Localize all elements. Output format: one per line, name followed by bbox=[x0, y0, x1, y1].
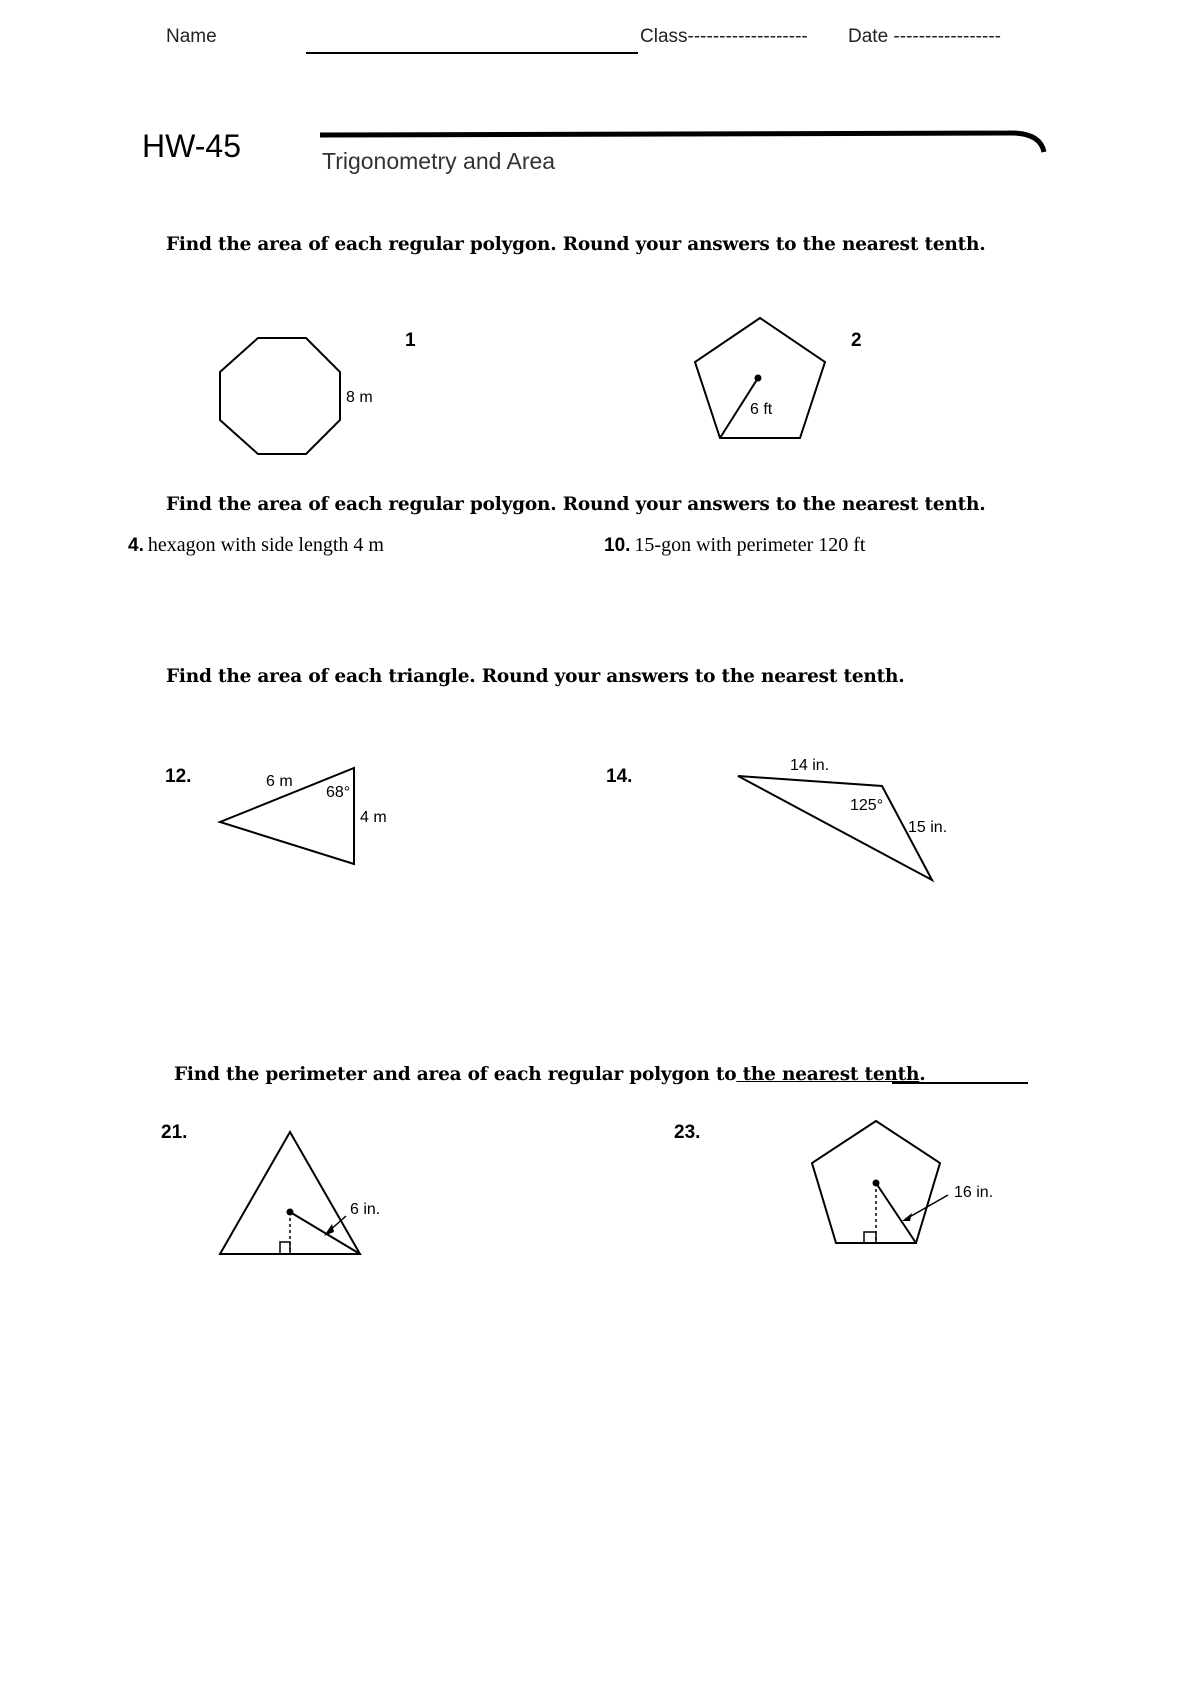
right-angle-marker bbox=[280, 1242, 290, 1254]
radius-line bbox=[290, 1212, 360, 1254]
section-2-instruction: Find the area of each regular polygon. Round your answers to the nearest tenth. bbox=[166, 494, 986, 515]
section-4-instruction-prefix: Find the perimeter and area of each regular polygon to bbox=[174, 1064, 737, 1085]
pentagon-radius-label: 6 ft bbox=[750, 401, 773, 418]
octagon-side-label: 8 m bbox=[346, 389, 373, 406]
problem-21-number: 21. bbox=[161, 1122, 188, 1143]
octagon-shape bbox=[220, 338, 340, 454]
problem-10-text: 15-gon with perimeter 120 ft bbox=[634, 534, 866, 556]
date-label: Date ----------------- bbox=[848, 26, 1001, 47]
center-dot bbox=[287, 1209, 294, 1216]
class-label: Class------------------- bbox=[640, 26, 808, 47]
triangle-21-label: 6 in. bbox=[350, 1201, 381, 1218]
equilateral-triangle-shape bbox=[220, 1132, 360, 1254]
problem-14-number: 14. bbox=[606, 766, 633, 787]
section-4-rule bbox=[892, 1082, 1028, 1084]
problem-2-number: 2 bbox=[851, 330, 862, 351]
triangle-14-side-a: 14 in. bbox=[790, 757, 830, 774]
pentagon-23-radius-line bbox=[876, 1183, 916, 1243]
triangle-12-angle: 68° bbox=[326, 784, 351, 801]
triangle-14-side-b: 15 in. bbox=[908, 819, 948, 836]
label-arrowhead bbox=[324, 1224, 334, 1236]
section-4-instruction-underlined: the nearest tenth bbox=[736, 1064, 920, 1085]
problem-2-pentagon-figure bbox=[680, 310, 840, 450]
problem-10 bbox=[604, 534, 865, 557]
pentagon-23-right-angle-marker bbox=[864, 1232, 876, 1243]
assignment-code: HW-45 bbox=[142, 128, 241, 164]
problem-4-number: 4. bbox=[128, 535, 144, 556]
problem-21-triangle-figure bbox=[210, 1120, 410, 1260]
problem-12-number: 12. bbox=[165, 766, 192, 787]
section-4-instruction-suffix: . bbox=[919, 1064, 926, 1085]
section-1-instruction: Find the area of each regular polygon. Round your answers to the nearest tenth. bbox=[166, 234, 986, 255]
pentagon-23-label: 16 in. bbox=[954, 1184, 994, 1201]
problem-4-text: hexagon with side length 4 m bbox=[147, 534, 384, 556]
problem-12-triangle-figure bbox=[210, 760, 410, 880]
triangle-14-angle: 125° bbox=[850, 797, 884, 814]
pentagon-23-center-dot bbox=[873, 1180, 880, 1187]
problem-10-number: 10. bbox=[604, 535, 631, 556]
pentagon-23-arrowhead bbox=[902, 1213, 912, 1221]
pentagon-center-dot bbox=[755, 375, 762, 382]
assignment-subtitle: Trigonometry and Area bbox=[322, 148, 556, 174]
problem-4 bbox=[128, 534, 384, 557]
pentagon-23-leader-line bbox=[906, 1195, 948, 1219]
problem-23-pentagon-figure bbox=[800, 1115, 1010, 1255]
section-3-instruction: Find the area of each triangle. Round your answers to the nearest tenth. bbox=[166, 666, 905, 687]
triangle-12-side-a: 6 m bbox=[266, 773, 293, 790]
name-blank-line[interactable] bbox=[306, 52, 638, 54]
section-4-instruction bbox=[174, 1064, 926, 1085]
triangle-12-side-b: 4 m bbox=[360, 809, 387, 826]
problem-1-number: 1 bbox=[405, 330, 416, 351]
name-label: Name bbox=[166, 26, 217, 47]
problem-14-triangle-figure bbox=[730, 750, 970, 890]
problem-23-number: 23. bbox=[674, 1122, 701, 1143]
triangle-14-shape bbox=[738, 776, 932, 880]
problem-1-octagon-figure bbox=[210, 330, 390, 470]
